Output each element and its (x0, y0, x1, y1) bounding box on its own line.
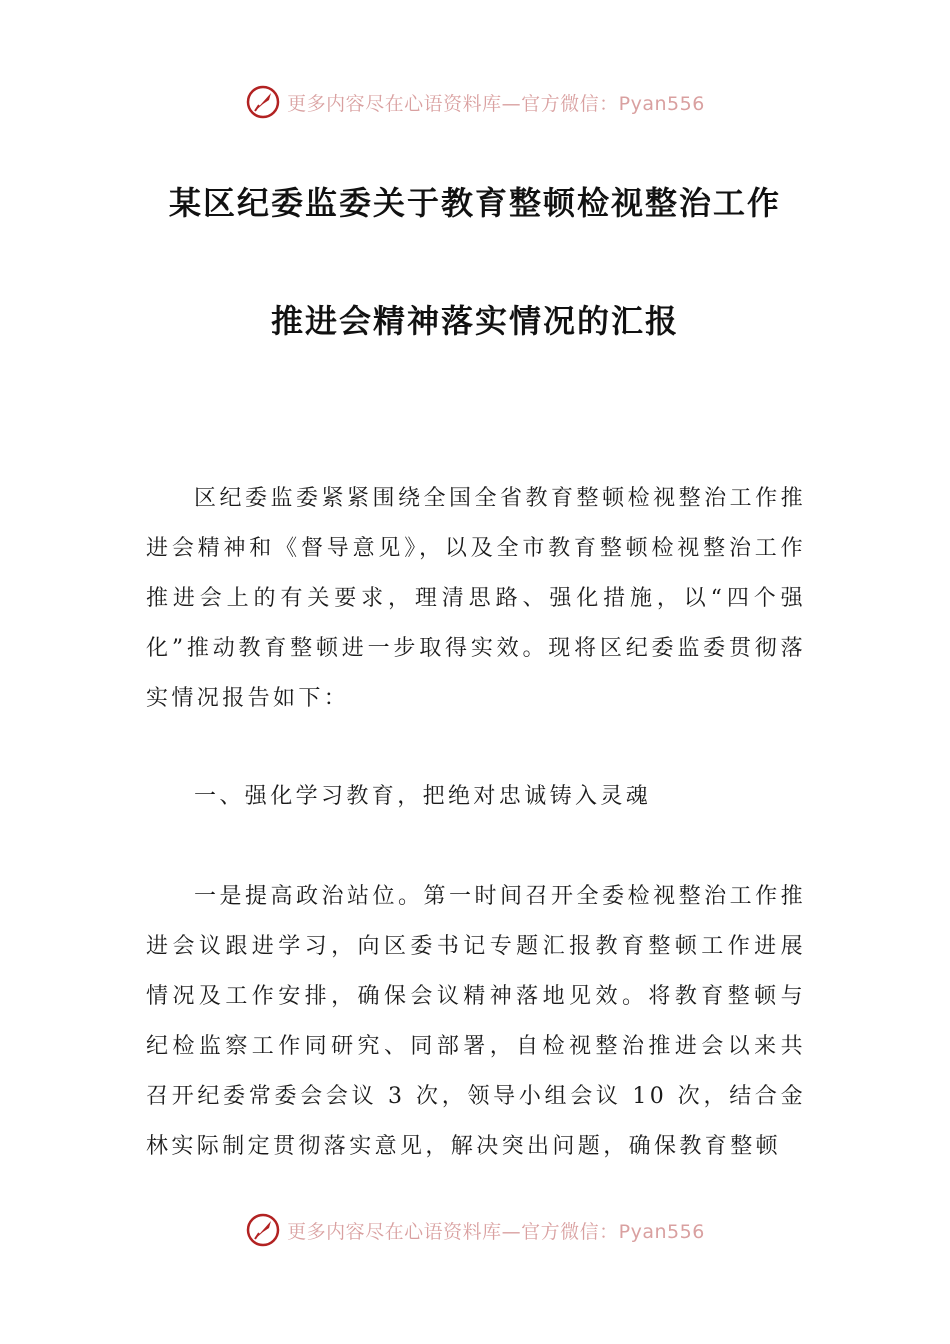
watermark-text: 更多内容尽在心语资料库—官方微信：Pyan556 (287, 1220, 705, 1243)
watermark-footer (0, 1210, 950, 1250)
document-title-line-1: 某区纪委监委关于教育整顿检视整治工作 (168, 184, 781, 222)
intro-paragraph: 区纪委监委紧紧围绕全国全省教育整顿检视整治工作推进会精神和《督导意见》，以及全市教育整顿检视整治工作推进会上的有关要求，理清思路、强化措施，以“四个强化”推动教育整顿进一步取得实效。现将区纪委监委贯彻落实情况报告如下： (146, 486, 806, 711)
document-title-line-2: 推进会精神落实情况的汇报 (270, 302, 679, 340)
watermark-text: 更多内容尽在心语资料库—官方微信：Pyan556 (287, 92, 705, 115)
quill-logo-icon (245, 84, 281, 120)
point-1-paragraph: 一是提高政治站位。第一时间召开全委检视整治工作推进会议跟进学习，向区委书记专题汇报教育整顿工作进展情况及工作安排，确保会议精神落地见效。将教育整顿与纪检监察工作同研究、同部署，自检视整治推进会以来共召开纪委常委会会议 3 次，领导小组会议 10 次，结合金林实际制定贯彻落实意见，解决突出问题，确保教育整顿 (146, 884, 806, 1159)
quill-logo-icon (245, 1212, 281, 1248)
watermark-header (0, 82, 950, 122)
section-heading-1: 一、强化学习教育，把绝对忠诚铸入灵魂 (194, 784, 652, 809)
